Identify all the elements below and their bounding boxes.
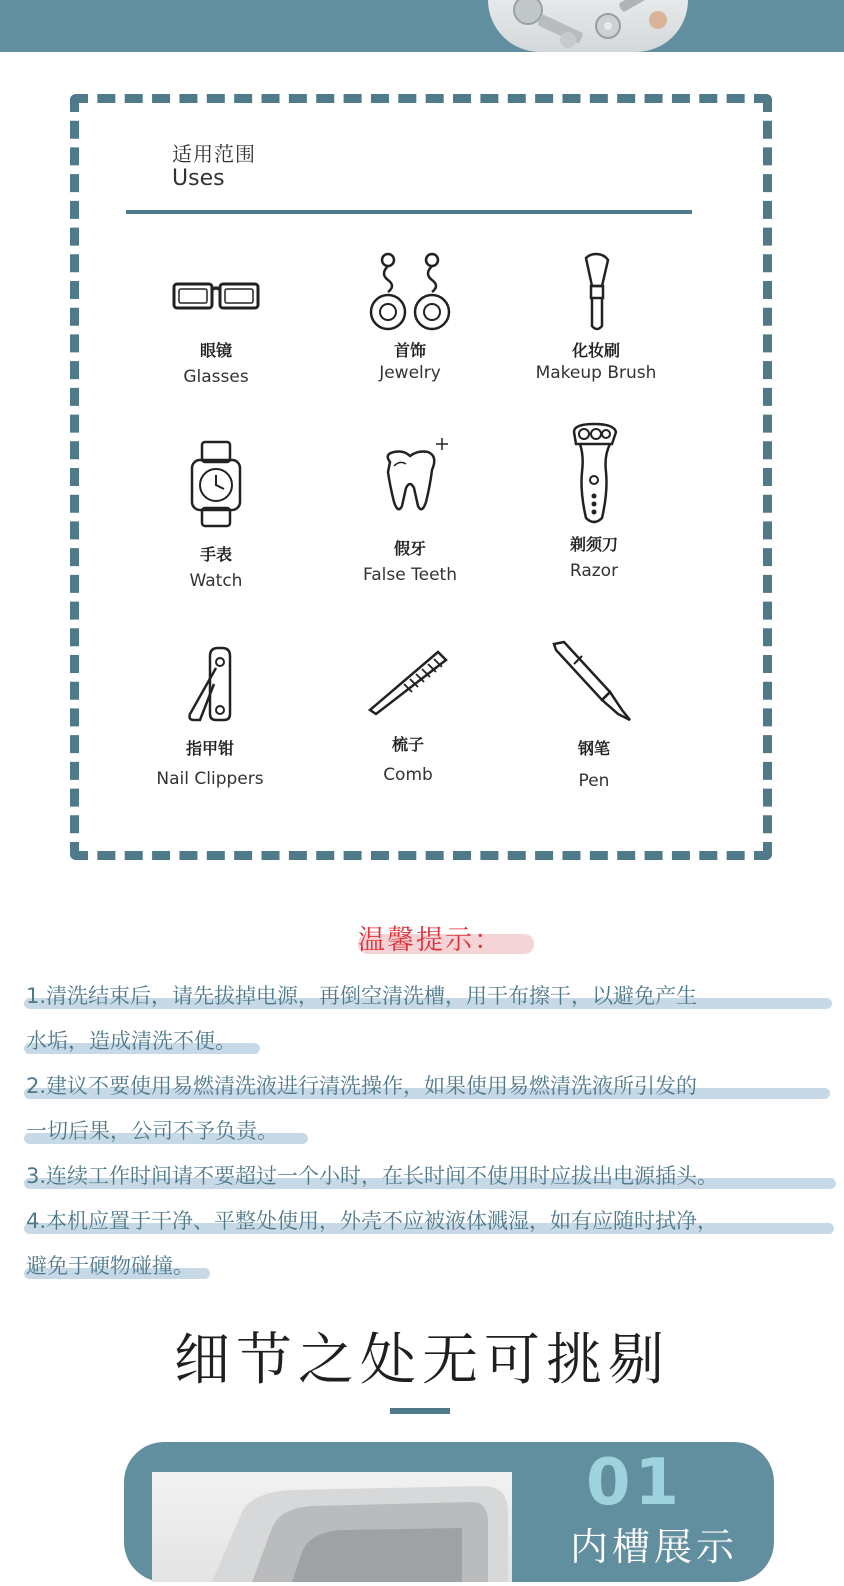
tip-line [26, 1115, 278, 1145]
inner-tank-photo [152, 1472, 512, 1582]
use-label-cn: 手表 [199, 545, 232, 564]
use-label-cn: 化妆刷 [571, 341, 620, 360]
use-item-pen [494, 640, 694, 791]
top-banner [0, 0, 844, 52]
watch-icon [166, 440, 266, 530]
makeup-brush-icon [546, 252, 646, 336]
screws-photo [488, 0, 688, 52]
use-item-comb [308, 646, 508, 785]
tip-text: 4.本机应置于干净、平整处使用，外壳不应被液体溅湿，如有应随时拭净， [26, 1209, 719, 1233]
use-label-cn: 钢笔 [577, 739, 610, 758]
tip-text: 1.清洗结束后，请先拔掉电源，再倒空清洗槽，用干布擦干，以避免产生 [26, 984, 698, 1008]
tips-heading [358, 918, 538, 958]
use-label-cn: 假牙 [393, 539, 426, 558]
comb-icon [358, 646, 458, 720]
use-item-makeup-brush [496, 252, 696, 383]
use-label-en: Glasses [183, 367, 249, 387]
tip-text: 2.建议不要使用易燃清洗液进行清洗操作，如果使用易燃清洗液所引发的 [26, 1074, 698, 1098]
use-label-en: Pen [578, 771, 610, 791]
detail-title: 细节之处无可挑剔 [174, 1328, 670, 1393]
tooth-icon [360, 436, 460, 530]
tip-line [26, 980, 697, 1010]
uses-divider [126, 210, 692, 214]
tip-text: 一切后果，公司不予负责。 [26, 1119, 278, 1143]
tip-text: 3.连续工作时间请不要超过一个小时，在长时间不使用时应拔出电源插头。 [26, 1164, 719, 1188]
use-label-en: Razor [569, 561, 619, 581]
use-item-false-teeth [310, 436, 510, 585]
tip-line [26, 1070, 697, 1100]
use-item-jewelry [310, 250, 510, 383]
use-label-en: Nail Clippers [156, 769, 264, 789]
glasses-icon [166, 262, 266, 332]
use-label-en: Jewelry [379, 363, 441, 383]
razor-icon [544, 422, 644, 530]
tip-text: 避免于硬物碰撞。 [26, 1254, 194, 1278]
use-item-glasses [116, 262, 316, 387]
tip-line [26, 1025, 236, 1055]
card-number: 01 [586, 1446, 684, 1520]
use-item-nail-clippers [110, 644, 310, 789]
tips-heading-text: 温馨提示： [358, 925, 503, 956]
nail-clippers-icon [160, 644, 260, 724]
use-label-en: Watch [189, 571, 243, 591]
tip-text: 水垢，造成清洗不便。 [26, 1029, 236, 1053]
use-item-watch [116, 440, 316, 591]
uses-title-en: Uses [172, 166, 225, 191]
use-item-razor [494, 422, 694, 581]
uses-title-cn: 适用范围 [172, 142, 256, 166]
use-label-cn: 剃须刀 [569, 535, 618, 554]
detail-divider [390, 1408, 450, 1414]
use-label-en: Comb [383, 765, 433, 785]
card-label: 内槽展示 [570, 1525, 739, 1569]
tip-line [26, 1160, 718, 1190]
use-label-en: Makeup Brush [535, 363, 657, 383]
use-label-cn: 首饰 [393, 341, 426, 360]
use-label-cn: 梳子 [391, 735, 424, 754]
earrings-icon [360, 250, 460, 336]
tip-line [26, 1250, 194, 1280]
use-label-cn: 指甲钳 [185, 739, 234, 758]
use-label-en: False Teeth [363, 565, 457, 585]
use-label-cn: 眼镜 [199, 341, 232, 360]
pen-icon [544, 640, 644, 724]
tip-line [26, 1205, 718, 1235]
